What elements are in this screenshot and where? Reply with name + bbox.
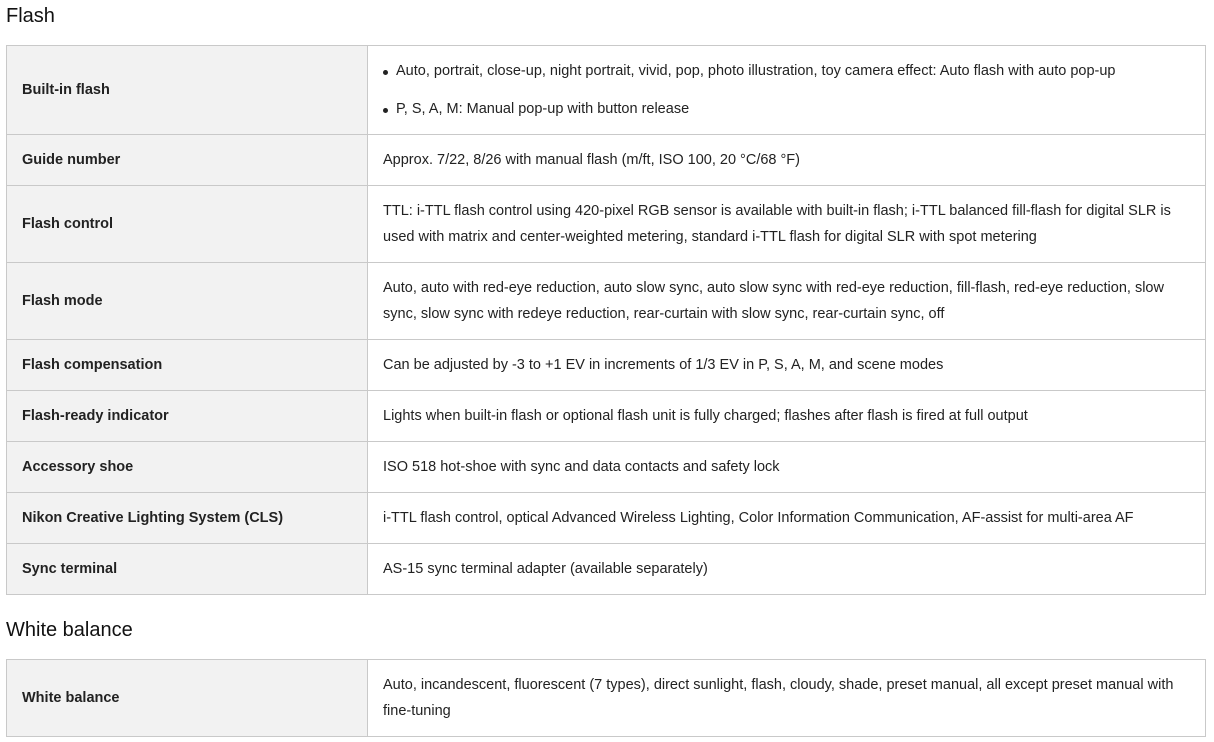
row-label: White balance bbox=[7, 660, 368, 737]
row-value: Auto, auto with red-eye reduction, auto slow sync, auto slow sync with red-eye reduction, fill-flash, red-eye reduction, slow sync, slow sync with redeye reduction, rear-curtain with slow sync, rear-curtain sync, off bbox=[368, 263, 1206, 340]
row-label: Flash mode bbox=[7, 263, 368, 340]
row-label: Flash control bbox=[7, 186, 368, 263]
row-value: Auto, incandescent, fluorescent (7 types), direct sunlight, flash, cloudy, shade, preset manual, all except preset manual with fine-tuning bbox=[368, 660, 1206, 737]
row-label: Accessory shoe bbox=[7, 442, 368, 493]
row-label: Built-in flash bbox=[7, 46, 368, 135]
row-value: ISO 518 hot-shoe with sync and data contacts and safety lock bbox=[368, 442, 1206, 493]
row-label: Guide number bbox=[7, 135, 368, 186]
table-row bbox=[7, 660, 1206, 737]
list-item: P, S, A, M: Manual pop-up with button release bbox=[383, 96, 1190, 122]
table-row bbox=[7, 46, 1206, 135]
section-title-flash: Flash bbox=[6, 5, 55, 27]
row-value: i-TTL flash control, optical Advanced Wireless Lighting, Color Information Communication, AF-assist for multi-area AF bbox=[368, 493, 1206, 544]
row-value: AS-15 sync terminal adapter (available separately) bbox=[368, 544, 1206, 595]
list-item: Auto, portrait, close-up, night portrait, vivid, pop, photo illustration, toy camera effect: Auto flash with auto pop-up bbox=[383, 58, 1190, 84]
row-value: TTL: i-TTL flash control using 420-pixel RGB sensor is available with built-in flash; i-TTL balanced fill-flash for digital SLR is used with matrix and center-weighted metering, standard i-TTL flash for digital SLR with spot metering bbox=[368, 186, 1206, 263]
table-row bbox=[7, 340, 1206, 391]
table-row bbox=[7, 263, 1206, 340]
bullet-list bbox=[383, 58, 1190, 122]
flash-spec-table bbox=[6, 45, 1206, 595]
section-title-white-balance: White balance bbox=[6, 619, 133, 641]
row-value: Lights when built-in flash or optional flash unit is fully charged; flashes after flash is fired at full output bbox=[368, 391, 1206, 442]
white-balance-spec-table bbox=[6, 659, 1206, 737]
table-row bbox=[7, 442, 1206, 493]
table-row bbox=[7, 544, 1206, 595]
row-value: Approx. 7/22, 8/26 with manual flash (m/ft, ISO 100, 20 °C/68 °F) bbox=[368, 135, 1206, 186]
row-label: Nikon Creative Lighting System (CLS) bbox=[7, 493, 368, 544]
row-label: Sync terminal bbox=[7, 544, 368, 595]
row-label: Flash compensation bbox=[7, 340, 368, 391]
table-row bbox=[7, 135, 1206, 186]
table-row bbox=[7, 391, 1206, 442]
table-row bbox=[7, 186, 1206, 263]
row-value bbox=[368, 46, 1206, 135]
row-label: Flash-ready indicator bbox=[7, 391, 368, 442]
table-row bbox=[7, 493, 1206, 544]
row-value: Can be adjusted by -3 to +1 EV in increments of 1/3 EV in P, S, A, M, and scene modes bbox=[368, 340, 1206, 391]
